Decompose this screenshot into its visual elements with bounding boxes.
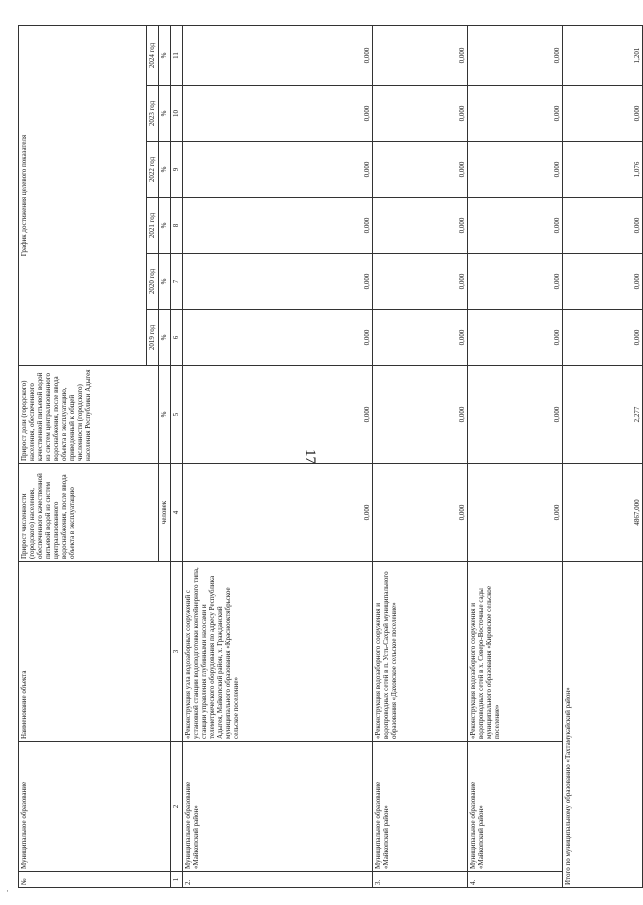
header-schedule: График достижения целевого показателя [19,25,147,365]
column-number: 5 [171,366,183,464]
total-share: 2,277 [563,366,643,464]
header-year: 2022 год [147,142,159,198]
column-number: 9 [171,142,183,198]
column-number: 7 [171,254,183,310]
row-share: 0,000 [183,366,373,464]
column-number: 4 [171,464,183,562]
row-year-value: 0,000 [373,254,468,310]
row-population: 0,000 [183,464,373,562]
unit-percent: % [159,25,171,85]
row-year-value: 0,000 [468,310,563,366]
rotated-table-container [18,26,642,888]
total-population: 4867,000 [563,464,643,562]
table-row [183,25,373,887]
header-no: № [19,872,171,888]
header-year: 2019 год [147,310,159,366]
row-object: «Реконструкция узла водозаборных сооружений с установкой станции водоподготовки контейнерного типа, станции управления глубинными насосами и телеметрического оборудования по адресу Республика Адыгея, Майкопский район, х. Гражданский муниципального образования «Краснооктябрьское сельское поселение» [183,562,373,742]
row-year-value: 0,000 [183,198,373,254]
total-label: Итого по муниципальному образованию «Тахтамукайский район» [563,562,643,888]
row-share: 0,000 [373,366,468,464]
column-number: 2 [171,742,183,872]
table-row [373,25,468,887]
row-year-value: 0,000 [373,25,468,85]
target-indicator-table [18,25,643,888]
row-year-value: 0,000 [183,310,373,366]
row-population: 0,000 [373,464,468,562]
header-population: Прирост численности (городского) населения, обеспеченного качественной питьевой водой из систем централизованного водоснабжения, после ввода объекта в эксплуатацию [19,464,159,562]
row-no: 4. [468,872,563,888]
total-year-value: 0,000 [563,198,643,254]
unit-percent: % [159,86,171,142]
row-year-value: 0,000 [468,198,563,254]
row-municipality: Муниципальное образование «Майкопский район» [468,742,563,872]
column-number: 10 [171,86,183,142]
total-year-value: 1,201 [563,25,643,85]
page-number: 17 [302,449,318,464]
unit-people: человек [159,464,171,562]
row-year-value: 0,000 [373,86,468,142]
row-year-value: 0,000 [373,198,468,254]
row-year-value: 0,000 [183,254,373,310]
row-year-value: 0,000 [468,86,563,142]
row-municipality: Муниципальное образование «Майкопский район» [373,742,468,872]
total-year-value: 1,076 [563,142,643,198]
total-year-value: 0,000 [563,310,643,366]
row-municipality: Муниципальное образование «Майкопский район» [183,742,373,872]
row-population: 0,000 [468,464,563,562]
unit-percent: % [159,366,171,464]
total-year-value: 0,000 [563,254,643,310]
unit-percent: % [159,198,171,254]
row-object: «Реконструкция водозаборного сооружения и водопроводных сетей в х. Северо-Восточные сады муниципального образования «Кировское сельское поселение» [468,562,563,742]
header-year: 2023 год [147,86,159,142]
row-year-value: 0,000 [468,142,563,198]
row-object: «Реконструкция водозаборного сооружения и водопроводных сетей в п. Усть-Сахрай муниципального образования «Даховское сельское поселение» [373,562,468,742]
column-number: 6 [171,310,183,366]
row-year-value: 0,000 [183,142,373,198]
column-number: 11 [171,25,183,85]
row-year-value: 0,000 [468,254,563,310]
row-year-value: 0,000 [183,86,373,142]
header-year: 2021 год [147,198,159,254]
row-year-value: 0,000 [468,25,563,85]
total-year-value: 0,000 [563,86,643,142]
row-no: 3. [373,872,468,888]
total-row [563,25,643,887]
scan-mark: · [6,886,9,896]
header-municipality: Муниципальное образование [19,742,171,872]
row-share: 0,000 [468,366,563,464]
header-year: 2020 год [147,254,159,310]
column-number: 8 [171,198,183,254]
unit-percent: % [159,142,171,198]
header-year: 2024 год [147,25,159,85]
column-number: 1 [171,872,183,888]
unit-percent: % [159,310,171,366]
table-row [468,25,563,887]
row-year-value: 0,000 [373,142,468,198]
header-share: Прирост доли (городского) населения, обеспеченного качественной питьевой водой из систем централизованного водоснабжения, после ввода объекта в эксплуатацию, приведенный к общей численности (городского) населения Республики Адыгея [19,366,159,464]
row-year-value: 0,000 [373,310,468,366]
row-year-value: 0,000 [183,25,373,85]
row-no: 2. [183,872,373,888]
header-object: Наименование объекта [19,562,171,742]
column-number: 3 [171,562,183,742]
unit-percent: % [159,254,171,310]
